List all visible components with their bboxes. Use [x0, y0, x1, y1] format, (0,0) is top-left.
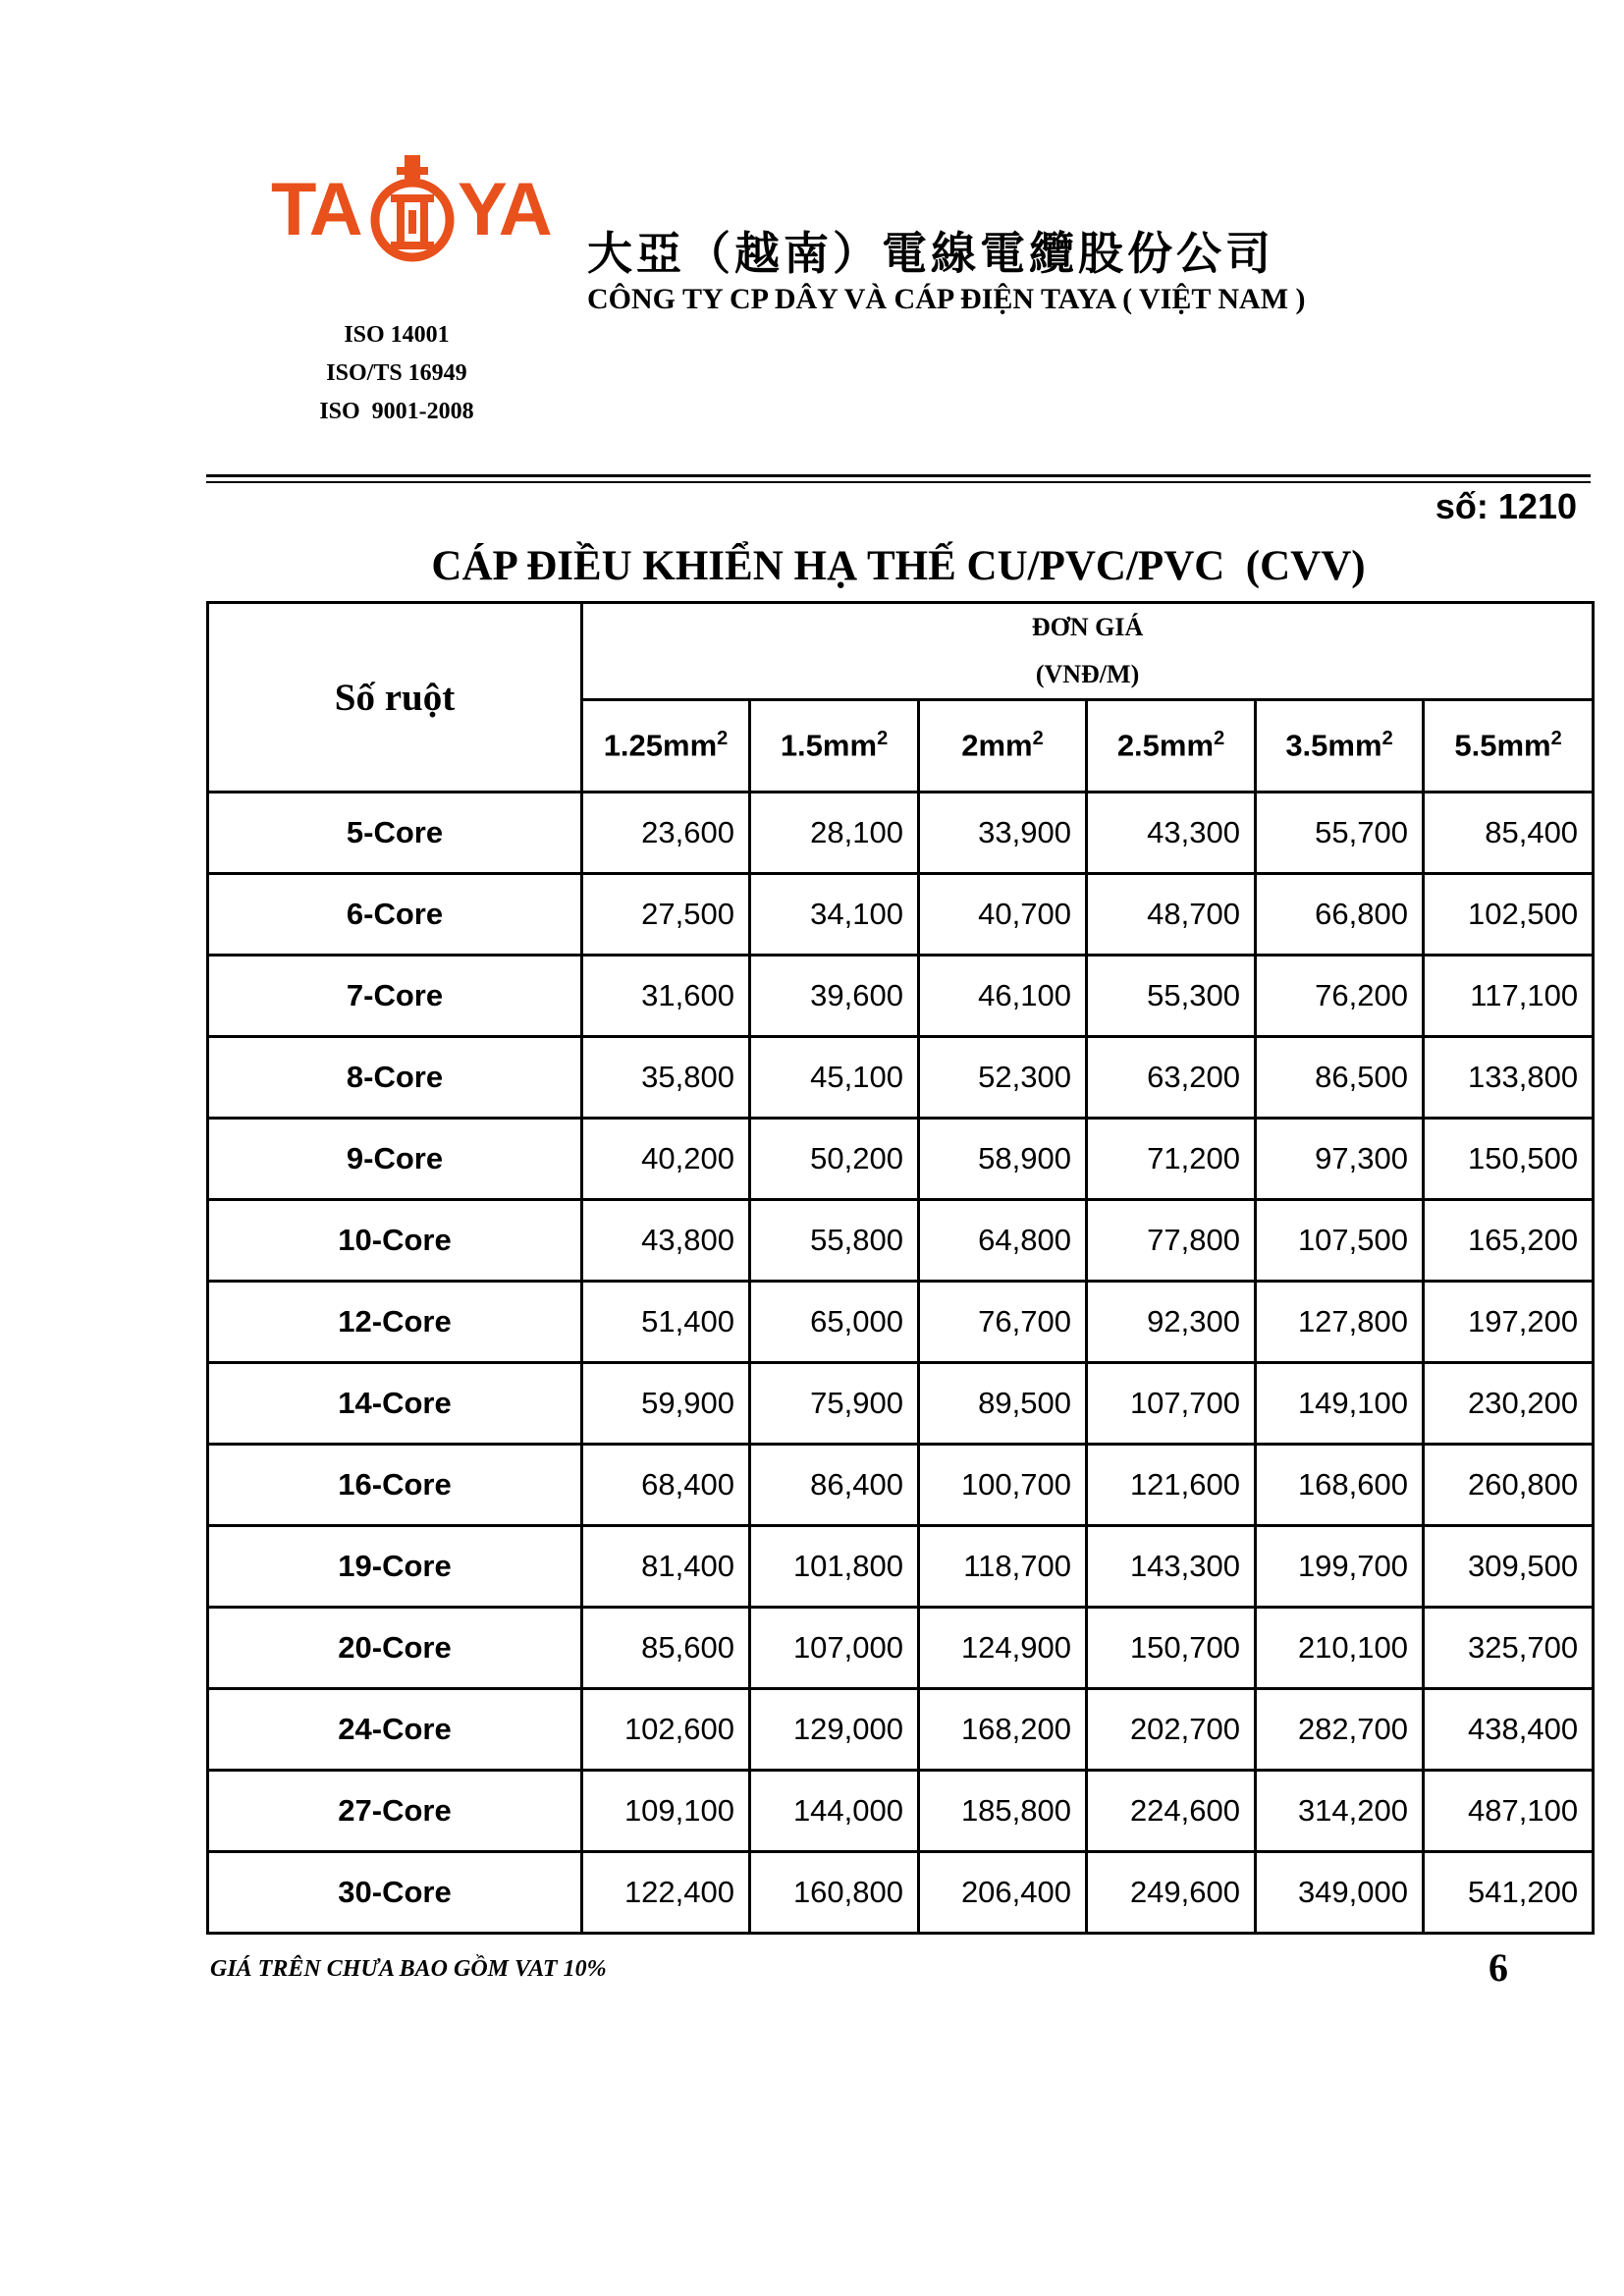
price-cell: 197,200	[1424, 1282, 1594, 1363]
size-unit-power: 2	[877, 728, 889, 750]
price-cell: 43,800	[582, 1200, 750, 1282]
page-number: 6	[1489, 1945, 1508, 1990]
core-count-cell: 16-Core	[208, 1445, 582, 1526]
vat-note: GIÁ TRÊN CHƯA BAO GỒM VAT 10%	[210, 1956, 607, 1982]
price-cell: 149,100	[1256, 1363, 1424, 1445]
size-header-cell	[1424, 700, 1594, 793]
price-cell: 85,600	[582, 1608, 750, 1689]
price-cell: 76,200	[1256, 956, 1424, 1037]
price-cell: 206,400	[919, 1852, 1087, 1934]
core-count-cell: 5-Core	[208, 793, 582, 874]
size-header-cell	[582, 700, 750, 793]
price-cell: 71,200	[1087, 1119, 1256, 1200]
price-cell: 121,600	[1087, 1445, 1256, 1526]
price-cell: 66,800	[1256, 874, 1424, 956]
price-cell: 31,600	[582, 956, 750, 1037]
row-header-cores: Số ruột	[208, 603, 582, 793]
table-row	[208, 1689, 1594, 1771]
size-header-cell	[1087, 700, 1256, 793]
core-count-cell: 10-Core	[208, 1200, 582, 1282]
size-unit-power: 2	[1381, 728, 1393, 750]
price-cell: 165,200	[1424, 1200, 1594, 1282]
price-cell: 68,400	[582, 1445, 750, 1526]
core-count-cell: 8-Core	[208, 1037, 582, 1119]
size-unit: mm	[822, 728, 878, 763]
price-cell: 541,200	[1424, 1852, 1594, 1934]
unit-price-unit: (VNĐ/M)	[1035, 660, 1140, 688]
price-cell: 101,800	[750, 1526, 919, 1608]
size-header-cell	[1256, 700, 1424, 793]
price-cell: 59,900	[582, 1363, 750, 1445]
size-unit-power: 2	[1032, 728, 1044, 750]
price-cell: 185,800	[919, 1771, 1087, 1852]
price-cell: 23,600	[582, 793, 750, 874]
size-unit: mm	[663, 728, 718, 763]
table-row	[208, 1852, 1594, 1934]
size-unit: mm	[1327, 728, 1382, 763]
size-value: 5.5	[1454, 728, 1497, 763]
price-cell: 100,700	[919, 1445, 1087, 1526]
price-cell: 230,200	[1424, 1363, 1594, 1445]
price-cell: 118,700	[919, 1526, 1087, 1608]
price-cell: 28,100	[750, 793, 919, 874]
table-row	[208, 1608, 1594, 1689]
price-cell: 77,800	[1087, 1200, 1256, 1282]
price-cell: 160,800	[750, 1852, 919, 1934]
core-count-cell: 30-Core	[208, 1852, 582, 1934]
price-cell: 58,900	[919, 1119, 1087, 1200]
table-row	[208, 1363, 1594, 1445]
table-row	[208, 1119, 1594, 1200]
price-cell: 64,800	[919, 1200, 1087, 1282]
price-cell: 51,400	[582, 1282, 750, 1363]
price-cell: 127,800	[1256, 1282, 1424, 1363]
price-cell: 50,200	[750, 1119, 919, 1200]
price-cell: 107,700	[1087, 1363, 1256, 1445]
price-cell: 39,600	[750, 956, 919, 1037]
price-cell: 325,700	[1424, 1608, 1594, 1689]
company-name-chinese: 大亞（越南）電線電纜股份公司	[587, 227, 1274, 280]
price-cell: 65,000	[750, 1282, 919, 1363]
price-cell: 107,500	[1256, 1200, 1424, 1282]
certification-iso-14001: ISO 14001	[344, 322, 450, 348]
price-cell: 75,900	[750, 1363, 919, 1445]
table-row	[208, 1037, 1594, 1119]
price-cell: 33,900	[919, 793, 1087, 874]
price-table	[206, 601, 1595, 1935]
size-value: 3.5	[1285, 728, 1328, 763]
logo-text-left: TA	[271, 168, 361, 251]
unit-price-label: ĐƠN GIÁ	[1031, 613, 1144, 641]
table-row	[208, 1526, 1594, 1608]
price-cell: 97,300	[1256, 1119, 1424, 1200]
price-cell: 89,500	[919, 1363, 1087, 1445]
price-cell: 314,200	[1256, 1771, 1424, 1852]
header-rule-top	[206, 474, 1591, 477]
taya-logo	[271, 155, 562, 273]
price-cell: 55,300	[1087, 956, 1256, 1037]
core-count-cell: 24-Core	[208, 1689, 582, 1771]
price-cell: 129,000	[750, 1689, 919, 1771]
size-value: 2.5	[1116, 728, 1160, 763]
core-count-cell: 6-Core	[208, 874, 582, 956]
size-unit-power: 2	[1550, 728, 1562, 750]
taya-emblem-icon	[367, 155, 458, 273]
price-cell: 210,100	[1256, 1608, 1424, 1689]
core-count-cell: 19-Core	[208, 1526, 582, 1608]
table-row	[208, 1771, 1594, 1852]
price-cell: 55,800	[750, 1200, 919, 1282]
price-cell: 76,700	[919, 1282, 1087, 1363]
price-cell: 46,100	[919, 956, 1087, 1037]
price-cell: 109,100	[582, 1771, 750, 1852]
core-count-cell: 12-Core	[208, 1282, 582, 1363]
price-cell: 260,800	[1424, 1445, 1594, 1526]
page-title: CÁP ĐIỀU KHIỂN HẠ THẾ CU/PVC/PVC (CVV)	[431, 543, 1366, 589]
table-row	[208, 1445, 1594, 1526]
price-cell: 309,500	[1424, 1526, 1594, 1608]
price-cell: 86,400	[750, 1445, 919, 1526]
price-cell: 124,900	[919, 1608, 1087, 1689]
price-cell: 86,500	[1256, 1037, 1424, 1119]
price-cell: 349,000	[1256, 1852, 1424, 1934]
price-cell: 48,700	[1087, 874, 1256, 956]
price-cell: 102,600	[582, 1689, 750, 1771]
size-header-cell	[750, 700, 919, 793]
price-cell: 202,700	[1087, 1689, 1256, 1771]
price-cell: 144,000	[750, 1771, 919, 1852]
core-count-cell: 7-Core	[208, 956, 582, 1037]
certification-iso-ts-16949: ISO/TS 16949	[326, 360, 467, 386]
price-cell: 35,800	[582, 1037, 750, 1119]
size-value: 1.5	[780, 728, 823, 763]
table-row	[208, 1200, 1594, 1282]
price-cell: 150,700	[1087, 1608, 1256, 1689]
price-cell: 85,400	[1424, 793, 1594, 874]
logo-text-right: YA	[458, 168, 551, 251]
core-count-cell: 14-Core	[208, 1363, 582, 1445]
size-unit: mm	[1159, 728, 1215, 763]
price-cell: 133,800	[1424, 1037, 1594, 1119]
price-cell: 168,600	[1256, 1445, 1424, 1526]
document-number: số: 1210	[1435, 486, 1577, 526]
unit-price-header	[582, 603, 1594, 700]
price-cell: 92,300	[1087, 1282, 1256, 1363]
price-cell: 27,500	[582, 874, 750, 956]
size-unit-power: 2	[717, 728, 729, 750]
price-cell: 63,200	[1087, 1037, 1256, 1119]
price-cell: 102,500	[1424, 874, 1594, 956]
price-cell: 282,700	[1256, 1689, 1424, 1771]
price-cell: 107,000	[750, 1608, 919, 1689]
price-table-body	[208, 793, 1594, 1934]
price-cell: 40,700	[919, 874, 1087, 956]
price-cell: 150,500	[1424, 1119, 1594, 1200]
certification-iso-9001: ISO 9001-2008	[319, 399, 474, 424]
price-cell: 143,300	[1087, 1526, 1256, 1608]
price-cell: 45,100	[750, 1037, 919, 1119]
size-header-cell	[919, 700, 1087, 793]
core-count-cell: 27-Core	[208, 1771, 582, 1852]
price-cell: 117,100	[1424, 956, 1594, 1037]
table-row	[208, 956, 1594, 1037]
price-cell: 55,700	[1256, 793, 1424, 874]
table-row	[208, 793, 1594, 874]
size-value: 1.25	[603, 728, 664, 763]
price-cell: 52,300	[919, 1037, 1087, 1119]
price-cell: 43,300	[1087, 793, 1256, 874]
price-cell: 438,400	[1424, 1689, 1594, 1771]
core-count-cell: 20-Core	[208, 1608, 582, 1689]
header-rule-bottom	[206, 481, 1591, 483]
size-value: 2	[961, 728, 979, 763]
size-unit: mm	[978, 728, 1033, 763]
table-row	[208, 1282, 1594, 1363]
price-cell: 249,600	[1087, 1852, 1256, 1934]
price-cell: 487,100	[1424, 1771, 1594, 1852]
table-row	[208, 874, 1594, 956]
price-cell: 34,100	[750, 874, 919, 956]
size-unit-power: 2	[1214, 728, 1225, 750]
core-count-cell: 9-Core	[208, 1119, 582, 1200]
size-unit: mm	[1496, 728, 1551, 763]
price-cell: 224,600	[1087, 1771, 1256, 1852]
price-cell: 40,200	[582, 1119, 750, 1200]
price-cell: 122,400	[582, 1852, 750, 1934]
price-cell: 168,200	[919, 1689, 1087, 1771]
price-cell: 199,700	[1256, 1526, 1424, 1608]
price-cell: 81,400	[582, 1526, 750, 1608]
company-name-vietnamese: CÔNG TY CP DÂY VÀ CÁP ĐIỆN TAYA ( VIỆT NAM )	[587, 283, 1306, 315]
